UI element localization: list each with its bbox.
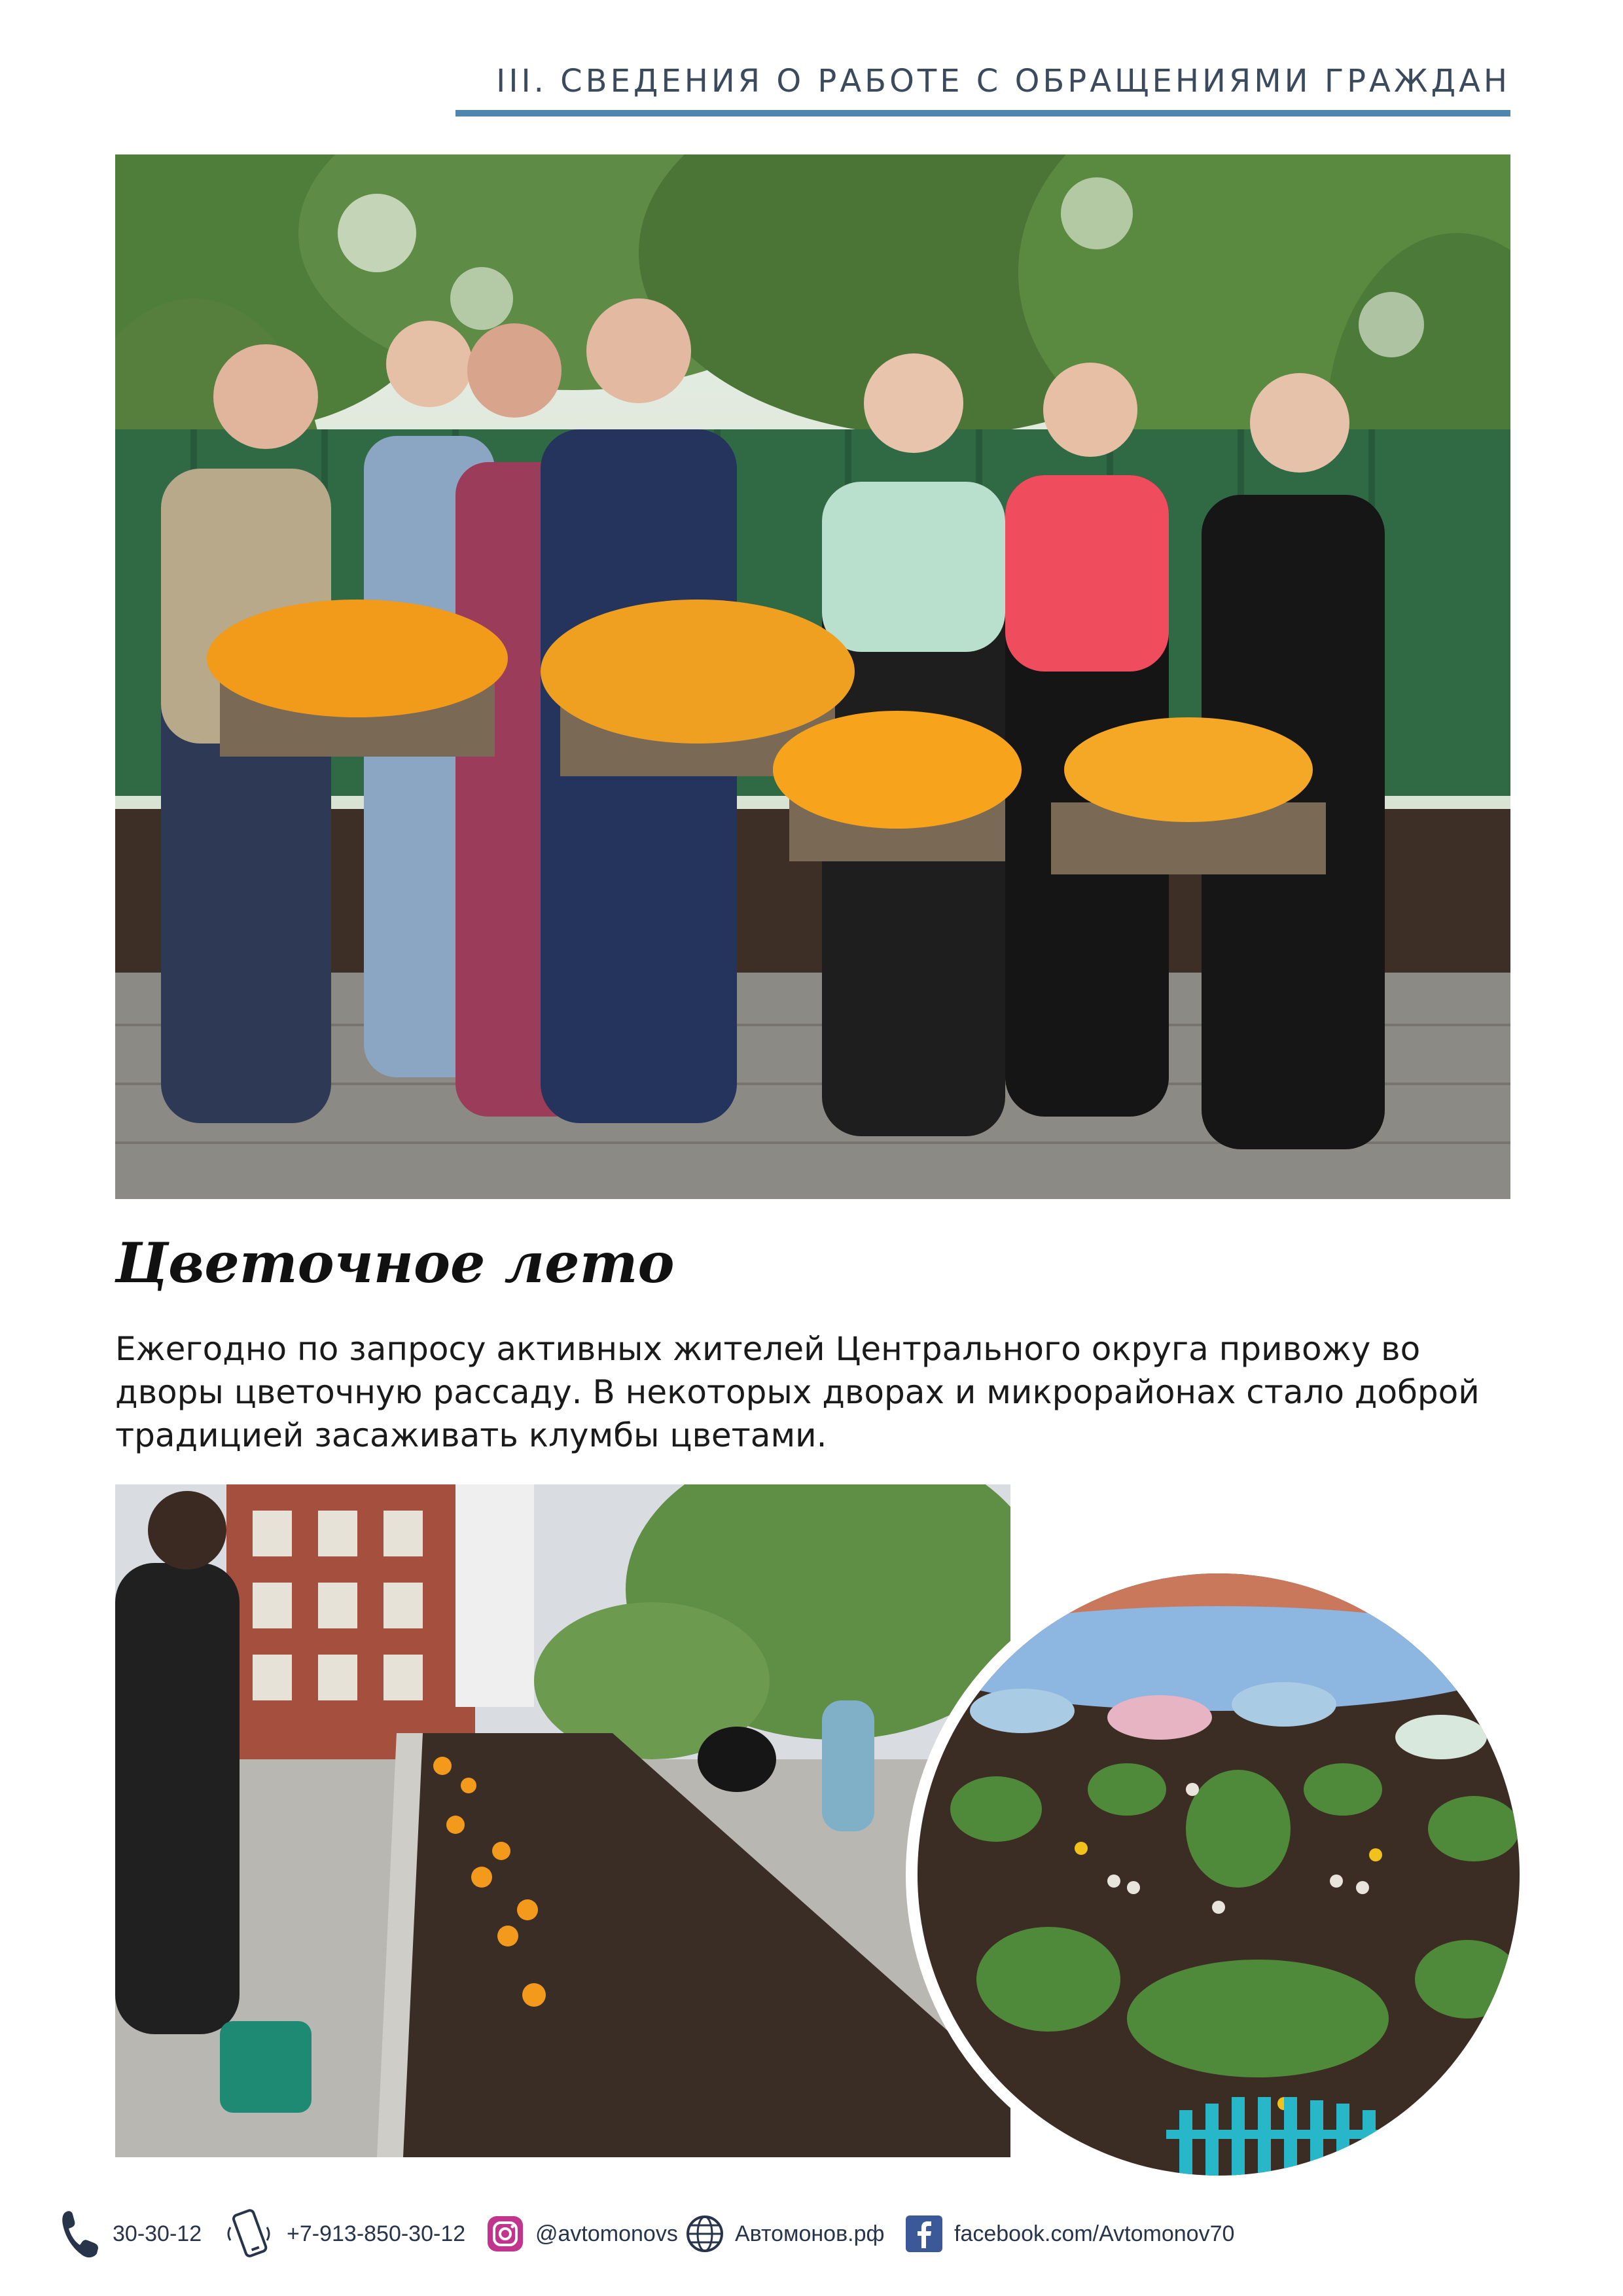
article-body: Ежегодно по запросу активных жителей Центрального округа привожу во дворы цветочную рассаду. В некоторых дворах и микрорайонах стало доброй традицией засаживать клумбы цветами.	[115, 1330, 1480, 1454]
decorated-flowerbed-photo	[906, 1562, 1531, 2187]
section-header: III. СВЕДЕНИЯ О РАБОТЕ С ОБРАЩЕНИЯМИ ГРАЖДАН	[496, 63, 1510, 99]
footer-instagram-text: @avtomonovs	[535, 2221, 678, 2246]
mobile-phone-icon	[224, 2208, 276, 2260]
footer-facebook-text: facebook.com/Avtomonov70	[954, 2221, 1235, 2246]
article-title: Цветочное лето	[115, 1230, 675, 1295]
footer-instagram[interactable]	[486, 2204, 678, 2263]
instagram-icon	[486, 2214, 525, 2253]
header-divider	[455, 110, 1510, 117]
footer-phone-text: 30-30-12	[113, 2221, 202, 2246]
footer-website[interactable]	[685, 2204, 884, 2263]
footer-mobile-text: +7-913-850-30-12	[287, 2221, 466, 2246]
group-photo-with-flower-seedlings	[115, 154, 1510, 1199]
globe-icon	[685, 2214, 724, 2253]
contact-footer	[60, 2204, 1578, 2263]
residents-planting-flowers-photo	[115, 1484, 1010, 2157]
footer-facebook[interactable]	[904, 2204, 1234, 2263]
facebook-icon	[904, 2214, 944, 2253]
footer-mobile[interactable]	[224, 2204, 465, 2263]
footer-website-text: Автомонов.рф	[735, 2221, 885, 2246]
footer-phone[interactable]	[60, 2204, 202, 2263]
phone-icon	[60, 2208, 102, 2260]
